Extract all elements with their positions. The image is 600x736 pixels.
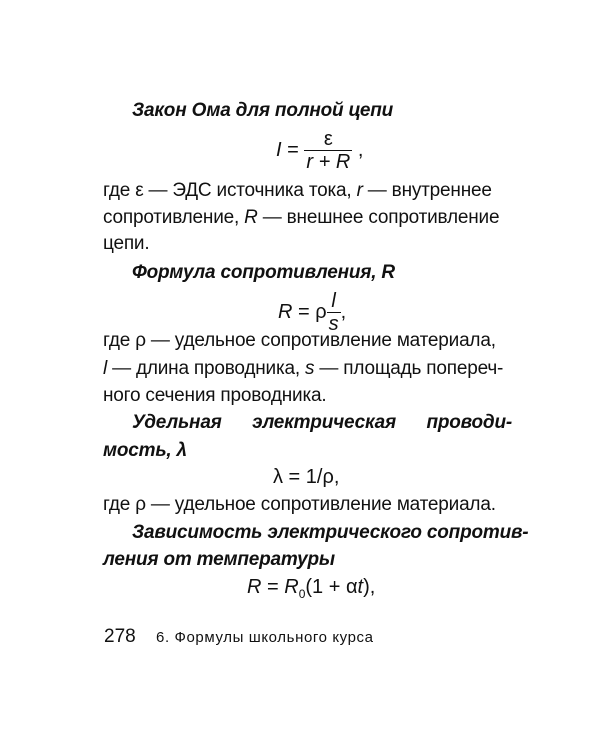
chapter-title: 6. Формулы школьного курса xyxy=(156,629,374,646)
initial-resistance-symbol: R xyxy=(284,576,299,598)
formula-tail: , xyxy=(352,138,364,161)
heading-word: электрическая xyxy=(252,412,396,433)
fraction-denominator: s xyxy=(328,313,339,335)
resistance-formula xyxy=(278,290,346,335)
conductivity-desc: где ρ — удельное сопротивление материала. xyxy=(103,494,496,515)
text-run: — внутреннее xyxy=(362,180,492,201)
heading-word: Удельная xyxy=(132,412,222,433)
symbol-r: r xyxy=(356,180,363,201)
text-run: где ε — ЭДС источника тока, xyxy=(103,180,357,201)
fraction-numerator: l xyxy=(331,290,336,312)
symbol-l: l xyxy=(103,358,108,379)
text-run: — внешнее сопротивление xyxy=(257,207,500,228)
conductivity-heading-line-1 xyxy=(132,412,512,434)
paren-close: ), xyxy=(363,576,376,598)
temperature-heading-line-2: ления от температуры xyxy=(103,549,335,570)
fraction-numerator: ε xyxy=(323,128,333,150)
equals-rho: = ρ xyxy=(292,300,327,323)
ohm-law-heading: Закон Ома для полной цепи xyxy=(132,100,394,121)
fraction-denominator: r + R xyxy=(306,151,351,173)
ohm-desc-line-1 xyxy=(103,180,492,202)
resistance-symbol: R xyxy=(247,576,262,598)
text-run: сопротивление, xyxy=(103,207,245,228)
resistance-desc-line-1: где ρ — удельное сопротивление материала, xyxy=(103,330,496,351)
current-symbol: I xyxy=(276,138,282,161)
conductivity-formula: λ = 1/ρ, xyxy=(273,466,340,488)
subscript-zero: 0 xyxy=(298,587,306,601)
temperature-symbol: t xyxy=(357,576,364,598)
resistance-desc-line-2 xyxy=(103,358,503,380)
resistance-desc-line-3: ного сечения проводника. xyxy=(103,385,327,406)
text-run: — длина проводника, xyxy=(107,358,306,379)
formula-tail: , xyxy=(340,300,347,323)
temperature-heading-line-1: Зависимость электрического сопротив- xyxy=(132,522,529,543)
ohm-law-formula xyxy=(276,128,363,173)
fraction xyxy=(304,128,352,173)
equals-sign: = xyxy=(281,138,305,161)
symbol-s: s xyxy=(305,358,315,379)
fraction xyxy=(327,290,341,335)
page-number: 278 xyxy=(104,626,136,647)
symbol-R: R xyxy=(244,207,258,228)
heading-word: проводи- xyxy=(426,412,512,433)
equals-sign: = xyxy=(261,576,285,598)
text-run: — площадь попереч- xyxy=(314,358,504,379)
ohm-desc-line-2 xyxy=(103,207,499,229)
temperature-formula xyxy=(247,576,375,601)
conductivity-heading-line-2: мость, λ xyxy=(103,440,187,461)
resistance-heading: Формула сопротивления, R xyxy=(132,262,395,283)
resistance-symbol: R xyxy=(278,300,293,323)
paren-open: (1 + α xyxy=(305,576,358,598)
ohm-desc-line-3: цепи. xyxy=(103,233,150,254)
